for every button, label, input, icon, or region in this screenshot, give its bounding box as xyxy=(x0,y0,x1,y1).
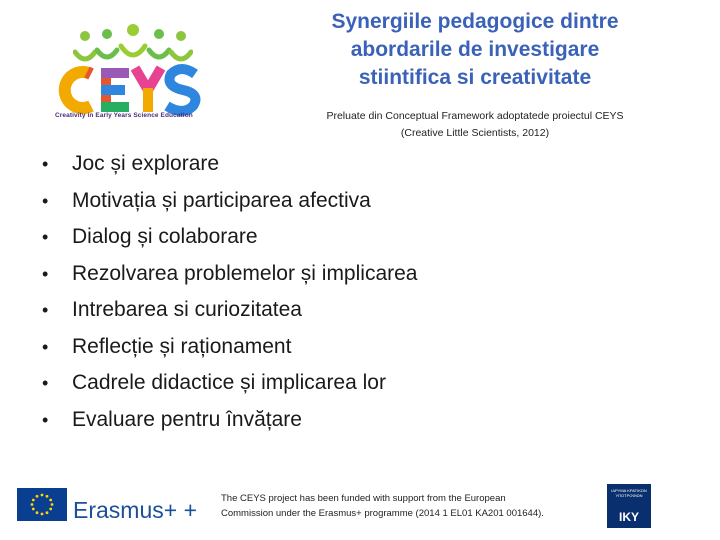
bullet-icon: • xyxy=(42,154,49,174)
bullet-list xyxy=(42,146,417,438)
ceys-logo xyxy=(55,20,215,125)
title-line: Synergiile pedagogice dintre xyxy=(331,10,619,33)
list-item-text: Joc și explorare xyxy=(72,152,220,175)
list-item xyxy=(42,256,417,293)
bullet-icon: • xyxy=(42,300,49,320)
list-item xyxy=(42,329,417,366)
iky-label: IKY xyxy=(618,510,639,524)
list-item xyxy=(42,402,417,439)
list-item-text: Cadrele didactice și implicarea lor xyxy=(72,371,386,394)
title-line: abordarile de investigare xyxy=(350,38,600,61)
funding-notice xyxy=(221,491,591,521)
list-item-text: Dialog și colaborare xyxy=(72,225,258,248)
bullet-icon: • xyxy=(42,263,49,284)
iky-logo xyxy=(607,484,651,528)
bullet-icon: • xyxy=(42,373,49,393)
bullet-icon: • xyxy=(42,336,49,357)
list-item xyxy=(42,292,417,329)
erasmus-label: Erasmus+ + xyxy=(73,497,197,523)
list-item xyxy=(42,183,417,220)
list-item xyxy=(42,219,417,256)
list-item-text: Intrebarea si curiozitatea xyxy=(72,298,302,321)
bullet-icon: • xyxy=(42,227,49,247)
page-subtitle xyxy=(290,108,660,142)
bullet-icon: • xyxy=(42,409,49,430)
footer xyxy=(0,478,720,540)
list-item xyxy=(42,146,417,183)
eu-flag-icon xyxy=(17,488,67,521)
funding-line: The CEYS project has been funded with support from the European xyxy=(221,493,506,504)
list-item-text: Rezolvarea problemelor și implicarea xyxy=(72,261,418,285)
list-item xyxy=(42,365,417,402)
title-line: stiintifica si creativitate xyxy=(358,66,592,89)
list-item-text: Motivația și participarea afectiva xyxy=(72,188,371,212)
bullet-icon: • xyxy=(42,190,49,211)
funding-line: Commission under the Erasmus+ programme (2014 1 EL01 KA201 001644). xyxy=(221,508,544,519)
subtitle-line: Preluate din Conceptual Framework adoptatede proiectul CEYS xyxy=(326,110,624,122)
page-title xyxy=(290,8,660,92)
list-item-text: Evaluare pentru învățare xyxy=(72,407,302,431)
subtitle-line: (Creative Little Scientists, 2012) xyxy=(400,127,550,139)
iky-top-text: ΙΔΡΥΜΑ ΚΡΑΤΙΚΩΝ ΥΠΟΤΡΟΦΙΩΝ xyxy=(611,488,647,498)
logo-tagline: Creativity in Early Years Science Education xyxy=(55,112,193,119)
list-item-text: Reflecție și raționament xyxy=(72,334,292,358)
